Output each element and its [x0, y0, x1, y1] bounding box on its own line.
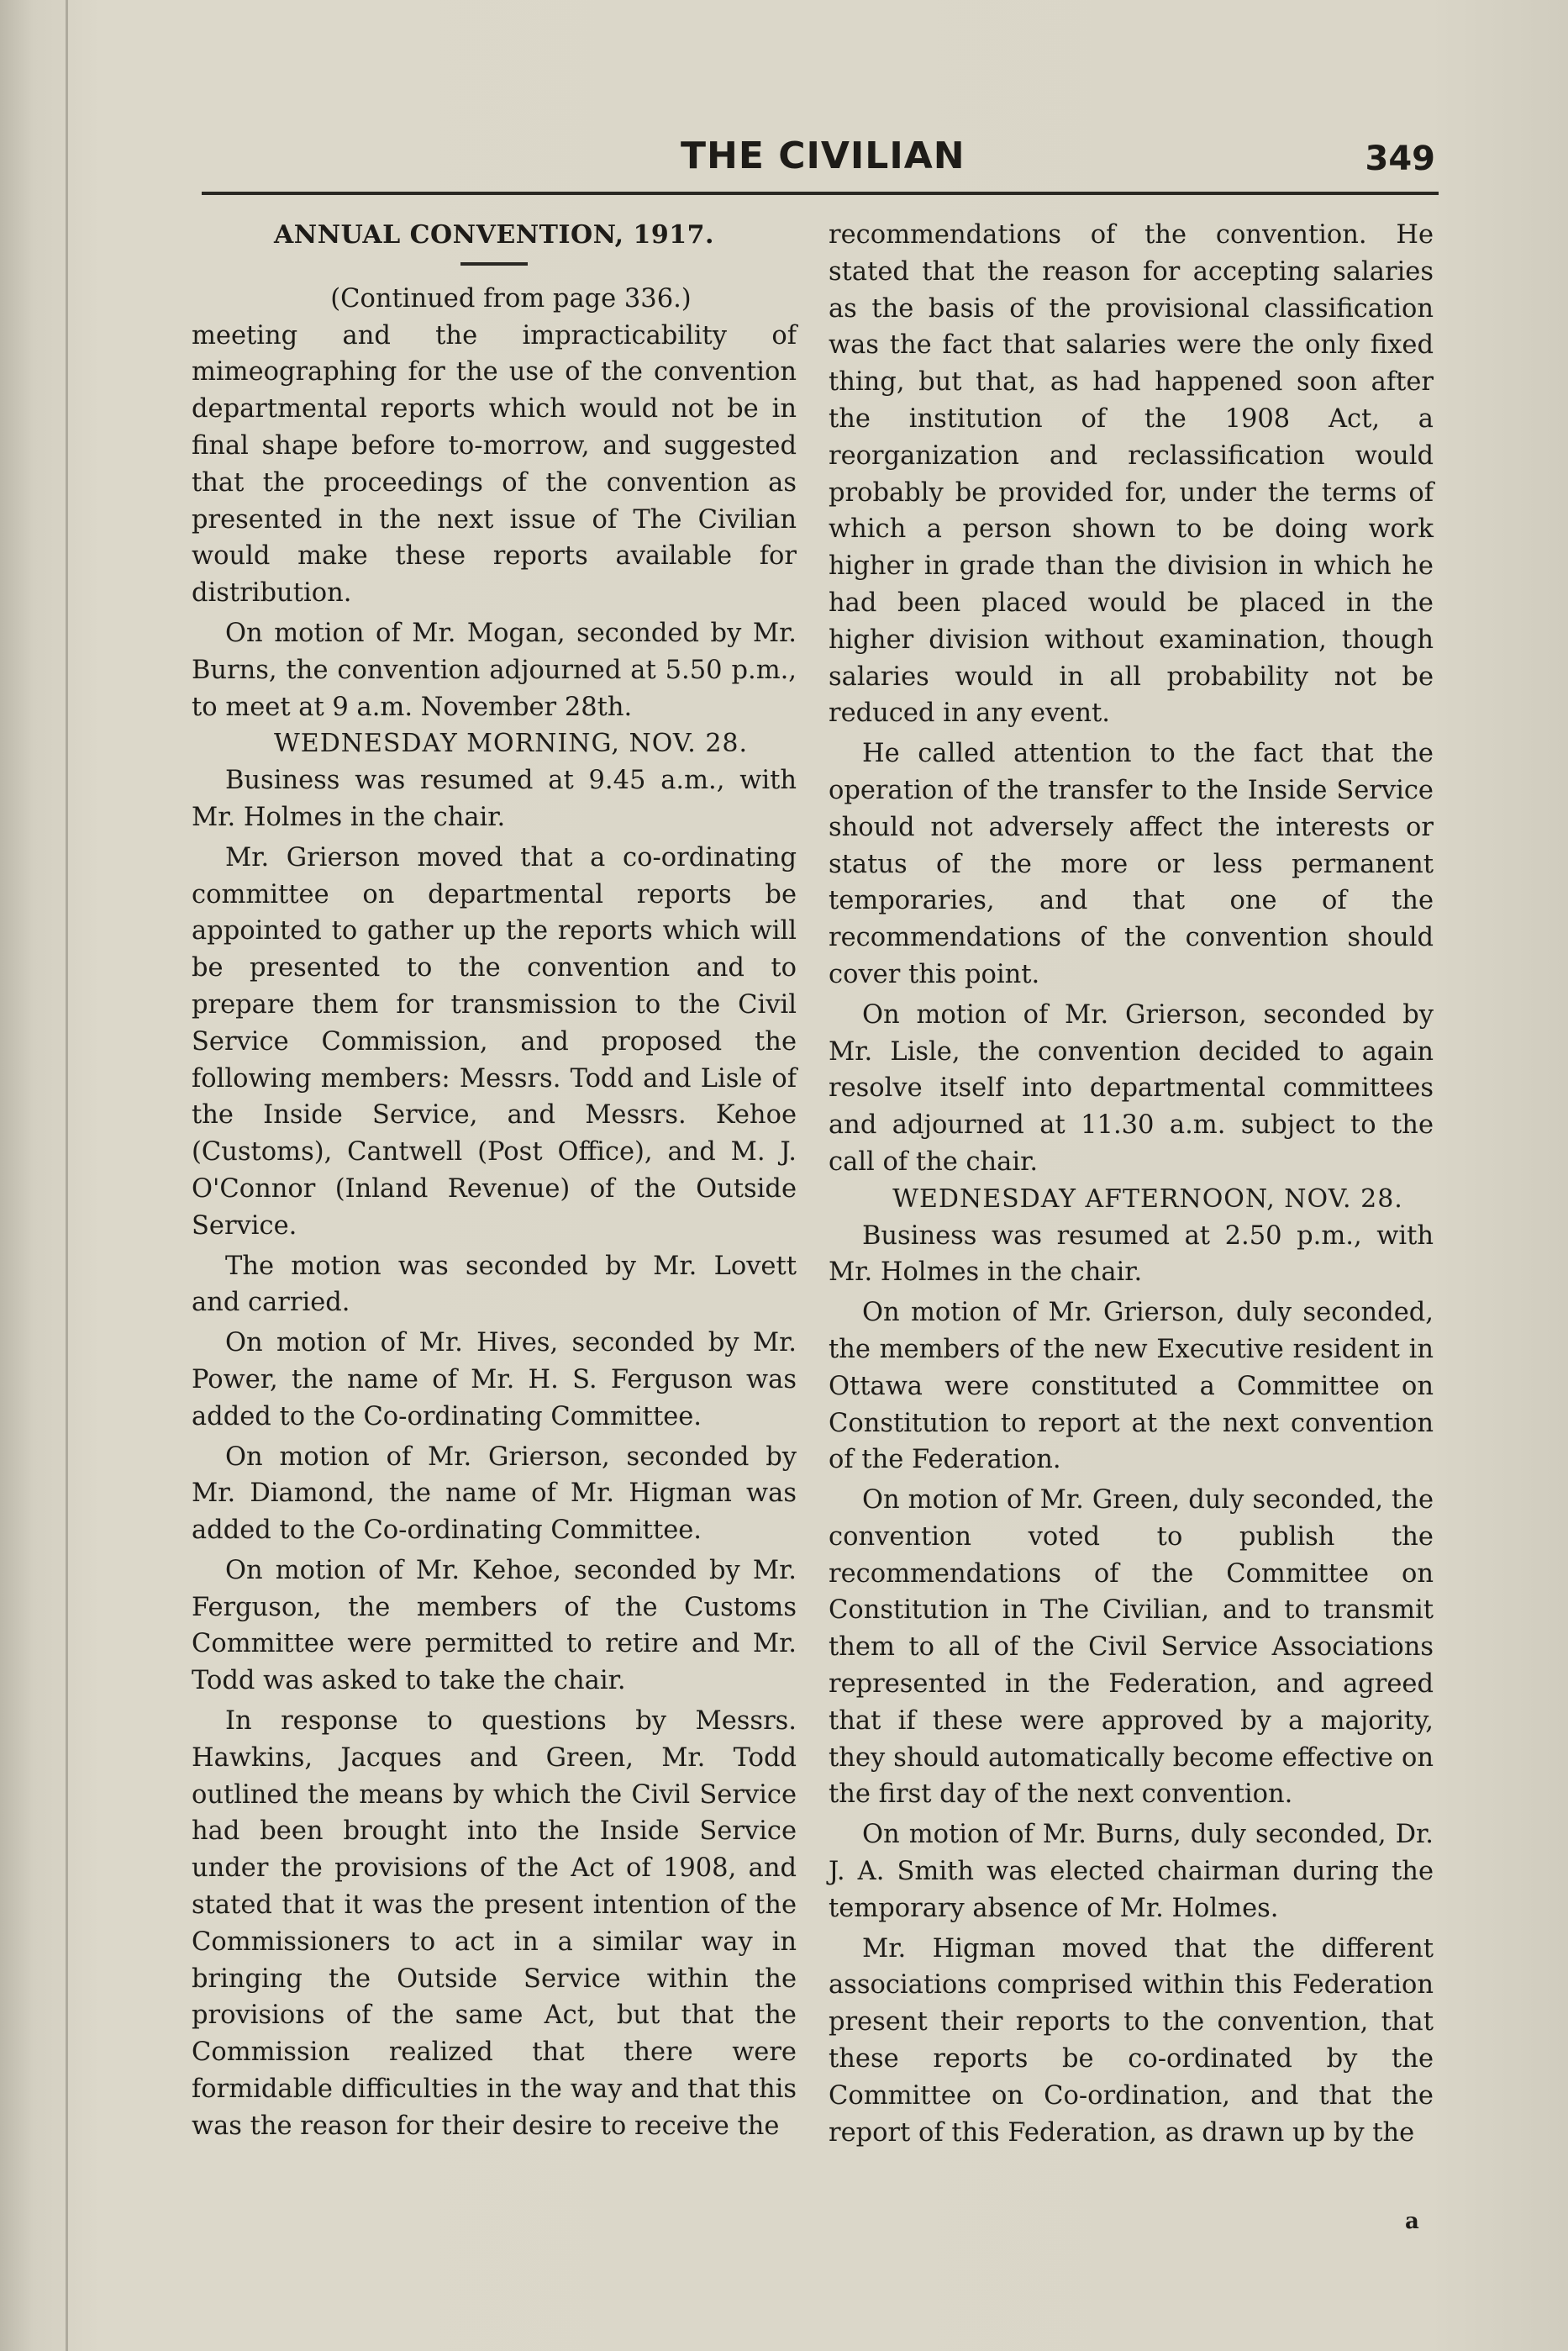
paragraph: On motion of Mr. Green, duly seconded, the convention voted to publish the recommendations of the Committee on Constitution in The Civilian, and to transmit them to all of the Civil Service Associations represented in the Federation, and agreed that if these were approved by a majority, they should automatically become effective on the first day of the next convention. — [829, 1485, 1434, 1810]
left-column — [192, 217, 797, 2145]
paragraph: Mr. Grierson moved that a co-ordinating committee on departmental reports be appointed to gather up the reports which will be presented to the convention and to prepare them for transmission to the Civil Service Commission, and proposed the following members: Messrs. Todd and Lisle of the Inside Service, and Messrs. Kehoe (Customs), Cantwell (Post Office), and M. J. O'Connor (Inland Revenue) of the Outside Service. — [192, 842, 797, 1241]
paragraph: Business was resumed at 2.50 p.m., with Mr. Holmes in the chair. — [829, 1220, 1434, 1288]
header-rule — [202, 192, 1439, 195]
section-heading: WEDNESDAY AFTERNOON, NOV. 28. — [892, 1183, 1403, 1214]
signature-mark: a — [1405, 2209, 1419, 2234]
right-column — [829, 217, 1434, 2151]
paragraph: He called attention to the fact that the operation of the transfer to the Inside Service should not adversely affect the interests or status of the more or less permanent temporaries, and that one of the recommendations of the convention should cover this point. — [829, 739, 1434, 989]
paragraph: The motion was seconded by Mr. Lovett and carried. — [192, 1251, 797, 1318]
paragraph: On motion of Mr. Hives, seconded by Mr. Power, the name of Mr. H. S. Ferguson was added to the Co-ordinating Committee. — [192, 1328, 797, 1431]
paragraph: On motion of Mr. Grierson, seconded by Mr. Lisle, the convention decided to again resolve itself into departmental committees and adjourned at 11.30 a.m. subject to the call of the chair. — [829, 999, 1434, 1177]
paragraph: On motion of Mr. Burns, duly seconded, Dr. J. A. Smith was elected chairman during the temporary absence of Mr. Holmes. — [829, 1820, 1434, 1923]
title-rule — [460, 262, 528, 266]
running-title: THE CIVILIAN — [681, 134, 966, 177]
paragraph: On motion of Mr. Kehoe, seconded by Mr. Ferguson, the members of the Customs Committee were permitted to retire and Mr. Todd was asked to take the chair. — [192, 1555, 797, 1696]
paragraph: On motion of Mr. Grierson, seconded by Mr. Diamond, the name of Mr. Higman was added to the Co-ordinating Committee. — [192, 1442, 797, 1546]
article-title: ANNUAL CONVENTION, 1917. — [274, 220, 714, 250]
paragraph: meeting and the impracticability of mimeographing for the use of the convention departmental reports which would not be in final shape before to-morrow, and suggested that the proceedings of the convention as presented in the next issue of The Civilian would make these reports available for distribution. — [192, 320, 797, 609]
paragraph: Business was resumed at 9.45 a.m., with Mr. Holmes in the chair. — [192, 766, 797, 832]
binding-gutter — [66, 0, 68, 2351]
continued-note: (Continued from page 336.) — [330, 283, 692, 314]
section-heading: WEDNESDAY MORNING, NOV. 28. — [273, 729, 749, 759]
page-number: 349 — [1365, 140, 1435, 178]
paragraph: recommendations of the convention. He stated that the reason for accepting salaries as the basis of the provisional classification was the fact that salaries were the only fixed thing, but that, as had happened soon after the institution of the 1908 Act, a reorganization and reclassification would probably be provided for, under the terms of which a person shown to be doing work higher in grade than the division in which he had been placed would be placed in the higher division without examination, though salaries would in all probability not be reduced in any event. — [829, 220, 1434, 729]
paragraph: In response to questions by Messrs. Hawkins, Jacques and Green, Mr. Todd outlined the means by which the Civil Service had been brought into the Inside Service under the provisions of the Act of 1908, and stated that it was the present intention of the Commissioners to act in a similar way in bringing the Outside Service within the provisions of the same Act, but that the Commission realized that there were formidable difficulties in the way and that this was the reason for their desire to receive the — [192, 1706, 797, 2141]
paragraph: On motion of Mr. Mogan, seconded by Mr. Burns, the convention adjourned at 5.50 p.m., to meet at 9 a.m. November 28th. — [192, 618, 797, 722]
paragraph: Mr. Higman moved that the different associations comprised within this Federation present their reports to the convention, that these reports be co-ordinated by the Committee on Co-ordination, and that the report of this Federation, as drawn up by the — [829, 1933, 1434, 2148]
paragraph: On motion of Mr. Grierson, duly seconded, the members of the new Executive resident in Ottawa were constituted a Committee on Constitution to report at the next convention of the Federation. — [829, 1298, 1434, 1475]
page-header — [202, 126, 1439, 193]
